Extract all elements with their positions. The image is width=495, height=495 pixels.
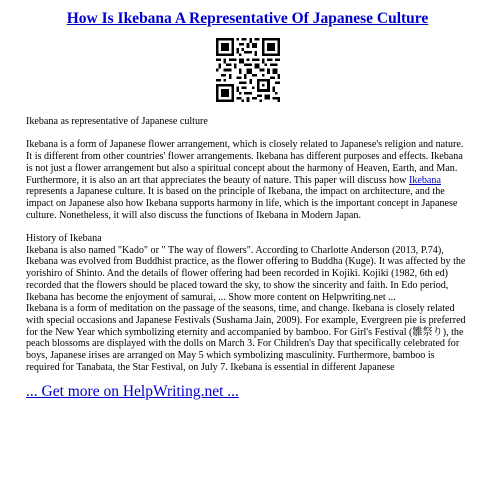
qr-code-icon [216,38,280,102]
intro-text-end: represents a Japanese culture. It is based on the principle of Ikebana, the impact on architecture, and the impact on Japanese also how Ikebana supports harmony in life, which is the important concept in Japanese culture. Nonetheless, it will also discuss the functions of Ikebana in Modern Japan. [26,186,458,221]
history-heading: History of Ikebana [26,233,102,244]
meditation-paragraph: Ikebana is a form of meditation on the passage of the seasons, time, and change. Ikebana is closely related with special occasions and Japanese Festivals (Sushama Jain, 2009). For example, Evergreen pie is preferred for the New Year which symbolizing eternity and accompanied by bamboo. For Girl's Festival (雛祭り), the peach blossoms are displayed with the dolls on March 3. For Children's Day that specifically celebrated for boys, Japanese irises are arranged on May 5 which symbolizing masculinity. Furthermore, bamboo is required for Tanabata, the Star Festival, on July 7. Ikebana is essential in different Japanese [26,303,466,373]
intro-paragraph [26,139,469,221]
intro-text-start: Ikebana is a form of Japanese flower arrangement, which is closely related to Japanese's religion and nature. It is different from other countries' flower arrangements. Ikebana has different purposes and effects. Ikebana is not just a flower arrangement but also a spiritual concept about the harmony of Heaven, Earth, and Man. Furthermore, it is also an art that appreciates the beauty of nature. This paper will discuss how [26,139,464,186]
section-heading: Ikebana as representative of Japanese culture [26,116,208,127]
get-more-link[interactable]: ... Get more on HelpWriting.net ... [26,383,239,401]
history-paragraph: Ikebana is also named "Kado" or " The way of flowers". According to Charlotte Anderson (2013, P.74), Ikebana was evolved from Buddhist practice, as the flower offering to Buddha (Kuge). It was affected by the yorishiro of Shinto. And the details of flower offering had been recorded in Kojiki. Kojiki (1982, 6th ed) recorded that the flowers should be placed toward the sky, to show the sincerity and faith. In Edo period, Ikebana has become the enjoyment of samurai, ... Show more content on Helpwriting.net ... [26,244,466,303]
document-body [26,116,469,373]
document-title-link[interactable]: How Is Ikebana A Representative Of Japanese Culture [66,10,429,27]
ikebana-inline-link[interactable]: Ikebana [409,174,441,186]
